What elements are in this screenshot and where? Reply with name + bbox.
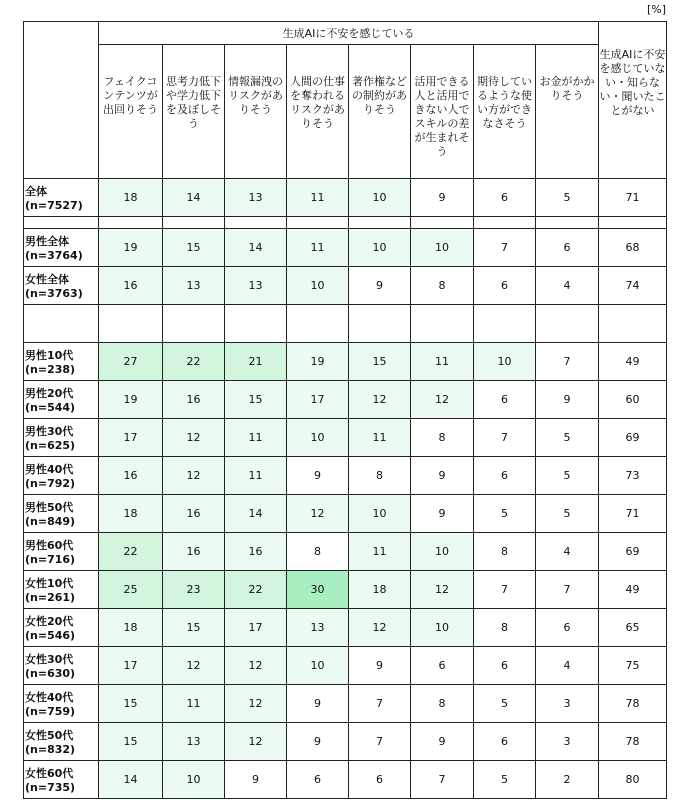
row-label [24,685,99,723]
row-label [24,495,99,533]
row-label-name: 女性60代 [25,767,74,780]
table-cell: 10 [349,179,411,217]
table-row [24,267,667,305]
table-cell: 13 [163,723,225,761]
table-row [24,571,667,609]
table-cell: 71 [599,179,667,217]
table-cell: 11 [411,343,474,381]
table-row [24,533,667,571]
unit-label: [%] [646,3,666,16]
table-cell: 12 [225,685,287,723]
table-cell: 5 [474,495,536,533]
table-cell: 11 [349,533,411,571]
table-cell: 17 [225,609,287,647]
table-cell: 18 [99,179,163,217]
row-label-name: 男性全体 [25,235,69,248]
table-cell: 80 [599,761,667,799]
table-row [24,381,667,419]
table-cell: 7 [349,723,411,761]
row-label-n: (n=849) [25,515,76,528]
table-row [24,457,667,495]
column-header-label: 活用できる人と活用できない人でスキルの差が生まれそう [414,75,470,159]
table-cell: 11 [225,457,287,495]
row-label-n: (n=832) [25,743,76,756]
spacer-cell [474,217,536,229]
table-cell: 12 [287,495,349,533]
table-row [24,723,667,761]
table-cell: 7 [474,571,536,609]
row-label-name: 女性20代 [25,615,74,628]
table-cell: 16 [99,457,163,495]
table-cell: 74 [599,267,667,305]
table-cell: 11 [287,229,349,267]
table-cell: 65 [599,609,667,647]
table-cell: 12 [411,381,474,419]
row-label [24,457,99,495]
table-cell: 4 [536,267,599,305]
table-cell: 15 [99,723,163,761]
row-label-n: (n=716) [25,553,76,566]
table-cell: 5 [536,457,599,495]
table-cell: 9 [411,495,474,533]
table-row [24,179,667,217]
spacer-cell [163,305,225,343]
table-cell: 17 [99,647,163,685]
table-cell: 69 [599,533,667,571]
spacer-cell [163,217,225,229]
row-label-n: (n=3763) [25,287,83,300]
row-label [24,761,99,799]
table-cell: 6 [536,229,599,267]
table-cell: 21 [225,343,287,381]
row-label [24,647,99,685]
spacer-cell [287,217,349,229]
table-cell: 6 [287,761,349,799]
table-cell: 12 [349,381,411,419]
spacer-cell [599,217,667,229]
column-header [474,45,536,179]
row-label-name: 男性40代 [25,463,74,476]
table-cell: 11 [349,419,411,457]
corner-cell [24,22,99,179]
table-cell: 7 [536,343,599,381]
table-cell: 14 [99,761,163,799]
table-cell: 15 [225,381,287,419]
table-cell: 10 [349,495,411,533]
row-label [24,343,99,381]
table-cell: 73 [599,457,667,495]
table-row [24,419,667,457]
table-cell: 16 [225,533,287,571]
table-cell: 5 [536,495,599,533]
table-cell: 19 [287,343,349,381]
row-label [24,179,99,217]
table-cell: 11 [287,179,349,217]
row-label-name: 女性40代 [25,691,74,704]
spacer-cell [474,305,536,343]
spacer-cell [225,305,287,343]
spacer-cell [24,217,99,229]
table-cell: 3 [536,723,599,761]
table-cell: 6 [474,179,536,217]
table-cell: 10 [411,229,474,267]
table-cell: 78 [599,685,667,723]
table-cell: 6 [411,647,474,685]
row-label-n: (n=544) [25,401,76,414]
row-label-n: (n=625) [25,439,76,452]
column-header-label: お金がかかりそう [539,75,595,103]
data-table [23,21,667,799]
row-label [24,381,99,419]
table-cell: 9 [287,723,349,761]
table-cell: 15 [163,609,225,647]
table-cell: 16 [163,495,225,533]
spacer-row [24,305,667,343]
table-cell: 17 [99,419,163,457]
table-cell: 19 [99,229,163,267]
table-cell: 8 [349,457,411,495]
row-label-name: 男性30代 [25,425,74,438]
table-cell: 6 [474,457,536,495]
table-cell: 6 [349,761,411,799]
table-cell: 9 [225,761,287,799]
table-cell: 5 [536,179,599,217]
table-cell: 9 [411,457,474,495]
row-label-n: (n=735) [25,781,76,794]
table-cell: 12 [349,609,411,647]
table-cell: 19 [99,381,163,419]
spacer-cell [349,217,411,229]
table-cell: 8 [411,419,474,457]
table-cell: 10 [163,761,225,799]
row-label-name: 女性10代 [25,577,74,590]
spacer-cell [287,305,349,343]
table-cell: 13 [163,267,225,305]
spacer-cell [24,305,99,343]
row-label [24,723,99,761]
table-cell: 12 [163,647,225,685]
row-label [24,609,99,647]
table-cell: 30 [287,571,349,609]
table-cell: 11 [163,685,225,723]
spacer-cell [99,217,163,229]
column-header [536,45,599,179]
table-cell: 12 [163,419,225,457]
table-cell: 12 [225,723,287,761]
table-cell: 17 [287,381,349,419]
row-label [24,533,99,571]
column-header-label: 人間の仕事を奪われるリスクがありそう [290,75,345,131]
table-cell: 69 [599,419,667,457]
table-cell: 7 [411,761,474,799]
table-cell: 75 [599,647,667,685]
table-cell: 15 [349,343,411,381]
table-cell: 22 [225,571,287,609]
row-label-n: (n=759) [25,705,76,718]
row-label-name: 男性20代 [25,387,74,400]
table-cell: 12 [225,647,287,685]
table-cell: 3 [536,685,599,723]
table-cell: 7 [349,685,411,723]
column-header [225,45,287,179]
table-row [24,685,667,723]
row-label-n: (n=238) [25,363,76,376]
group-header: 生成AIに不安を感じている [99,22,599,45]
row-label [24,229,99,267]
table-cell: 8 [474,533,536,571]
spacer-cell [411,217,474,229]
table-cell: 14 [225,495,287,533]
table-cell: 10 [287,419,349,457]
table-cell: 8 [474,609,536,647]
table-cell: 10 [411,533,474,571]
table-cell: 9 [536,381,599,419]
spacer-cell [599,305,667,343]
table-cell: 71 [599,495,667,533]
column-header-label: 思考力低下や学力低下を及ぼしそう [166,75,221,131]
table-row [24,229,667,267]
table-row [24,495,667,533]
column-header [349,45,411,179]
table-row [24,343,667,381]
table-cell: 25 [99,571,163,609]
table-cell: 4 [536,533,599,571]
row-label [24,267,99,305]
table-cell: 8 [411,267,474,305]
table-cell: 6 [474,267,536,305]
column-header-label: フェイクコンテンツが出回りそう [103,75,158,117]
table-cell: 10 [474,343,536,381]
row-label-name: 女性50代 [25,729,74,742]
spacer-cell [536,305,599,343]
row-label-name: 男性10代 [25,349,74,362]
table-cell: 2 [536,761,599,799]
row-label-name: 男性50代 [25,501,74,514]
table-cell: 14 [163,179,225,217]
table-cell: 10 [287,267,349,305]
row-label-n: (n=3764) [25,249,83,262]
table-cell: 12 [411,571,474,609]
table-cell: 10 [411,609,474,647]
table-cell: 7 [474,229,536,267]
row-label-n: (n=630) [25,667,76,680]
table-cell: 5 [536,419,599,457]
spacer-cell [99,305,163,343]
table-cell: 13 [225,179,287,217]
table-cell: 18 [99,495,163,533]
table-cell: 49 [599,343,667,381]
spacer-cell [225,217,287,229]
table-cell: 22 [163,343,225,381]
table-cell: 11 [225,419,287,457]
row-label-n: (n=546) [25,629,76,642]
table-row [24,761,667,799]
column-header-label: 著作権などの制約がありそう [352,75,407,117]
table-cell: 60 [599,381,667,419]
table-cell: 23 [163,571,225,609]
table-cell: 18 [99,609,163,647]
table-cell: 8 [287,533,349,571]
table-cell: 78 [599,723,667,761]
table-cell: 9 [349,267,411,305]
column-header [99,45,163,179]
row-label-name: 男性60代 [25,539,74,552]
row-label-name: 全体 [25,185,47,198]
table-cell: 9 [287,457,349,495]
table-cell: 9 [411,179,474,217]
table-cell: 16 [99,267,163,305]
table-cell: 15 [99,685,163,723]
table-cell: 7 [474,419,536,457]
table-row [24,647,667,685]
table-cell: 6 [474,723,536,761]
table-cell: 5 [474,761,536,799]
row-label-n: (n=7527) [25,199,83,212]
table-cell: 22 [99,533,163,571]
table-cell: 18 [349,571,411,609]
table-cell: 6 [474,647,536,685]
table-cell: 5 [474,685,536,723]
row-label [24,419,99,457]
table-cell: 12 [163,457,225,495]
table-cell: 27 [99,343,163,381]
column-header [411,45,474,179]
table-cell: 6 [536,609,599,647]
table-cell: 13 [225,267,287,305]
table-cell: 15 [163,229,225,267]
table-cell: 9 [411,723,474,761]
table-cell: 10 [349,229,411,267]
column-header-label: 情報漏洩のリスクがありそう [228,75,283,117]
table-cell: 6 [474,381,536,419]
spacer-row [24,217,667,229]
column-header [599,22,667,179]
column-header [287,45,349,179]
table-row [24,609,667,647]
table-cell: 49 [599,571,667,609]
row-label-n: (n=261) [25,591,76,604]
table-cell: 4 [536,647,599,685]
row-label-name: 女性全体 [25,273,69,286]
column-header-label: 生成AIに不安を感じていない・知らない・聞いたことがない [599,48,666,117]
column-header-label: 期待しているような使い方ができなさそう [477,75,532,131]
row-label [24,571,99,609]
table-cell: 13 [287,609,349,647]
table-cell: 7 [536,571,599,609]
row-label-n: (n=792) [25,477,76,490]
spacer-cell [411,305,474,343]
table-cell: 68 [599,229,667,267]
table-cell: 10 [287,647,349,685]
table-cell: 9 [349,647,411,685]
table-cell: 9 [287,685,349,723]
table-cell: 16 [163,533,225,571]
spacer-cell [349,305,411,343]
spacer-cell [536,217,599,229]
table-cell: 14 [225,229,287,267]
column-header [163,45,225,179]
table-cell: 16 [163,381,225,419]
table-cell: 8 [411,685,474,723]
row-label-name: 女性30代 [25,653,74,666]
